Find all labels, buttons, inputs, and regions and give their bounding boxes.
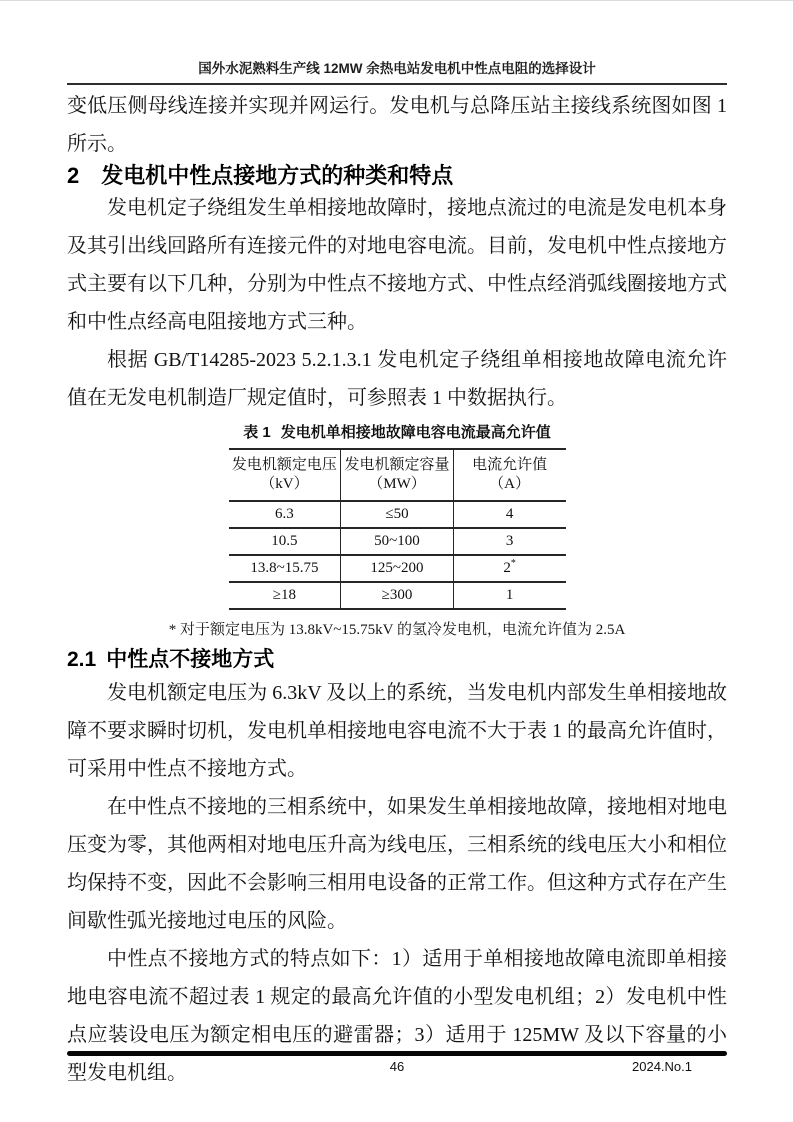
section-number: 2.1 bbox=[67, 648, 97, 671]
section-2-1-heading bbox=[67, 647, 727, 673]
footnote-marker-icon: * bbox=[510, 558, 516, 569]
table-cell: 6.3 bbox=[229, 501, 341, 528]
page-footer bbox=[67, 1051, 727, 1075]
column-header-unit: （A） bbox=[489, 476, 530, 492]
table-cell: 13.8~15.75 bbox=[229, 555, 341, 582]
table-cell-value: 2 bbox=[503, 560, 511, 576]
column-header-unit: （MW） bbox=[368, 476, 426, 492]
table1-column-header-current bbox=[453, 449, 565, 501]
column-header-name: 发电机额定容量 bbox=[344, 457, 450, 473]
table-cell: 3 bbox=[453, 528, 565, 555]
table1-caption bbox=[67, 423, 727, 443]
running-title: 国外水泥熟料生产线 12MW 余热电站发电机中性点电阻的选择设计 bbox=[198, 61, 596, 76]
section-2-heading bbox=[67, 164, 727, 188]
table-row bbox=[229, 528, 566, 555]
paragraph-intro: 变低压侧母线连接并实现并网运行。发电机与总降压站主接线系统图如图 1 所示。 bbox=[67, 95, 727, 155]
column-header-unit: （kV） bbox=[260, 476, 309, 492]
table-row bbox=[229, 582, 566, 609]
header-rule bbox=[67, 83, 727, 85]
table-cell: 125~200 bbox=[341, 555, 453, 582]
issue-label: 2024.No.1 bbox=[632, 1059, 692, 1074]
column-header-name: 发电机额定电压 bbox=[231, 457, 337, 473]
section-title: 中性点不接地方式 bbox=[106, 648, 275, 671]
table1-header-row bbox=[229, 449, 566, 501]
page-content bbox=[67, 1, 727, 1092]
table-cell: 50~100 bbox=[341, 528, 453, 555]
table1 bbox=[229, 448, 566, 610]
footer-row bbox=[67, 1058, 727, 1075]
section-2-paragraph-1: 发电机定子绕组发生单相接地故障时，接地点流过的电流是发电机本身及其引出线回路所有连接元件的对地电容电流。目前，发电机中性点接地方式主要有以下几种，分别为中性点不接地方式、中性点经消弧线圈接地方式和中性点经高电阻接地方式三种。 bbox=[67, 197, 727, 333]
table1-footnote: * 对于额定电压为 13.8kV~15.75kV 的氢冷发电机，电流允许值为 2.5A bbox=[168, 622, 626, 638]
table-cell: ≤50 bbox=[341, 501, 453, 528]
section-2-1-paragraph-1: 发电机额定电压为 6.3kV 及以上的系统，当发电机内部发生单相接地故障不要求瞬时切机，发电机单相接地电容电流不大于表 1 的最高允许值时，可采用中性点不接地方式。 bbox=[67, 682, 727, 780]
section-number: 2 bbox=[67, 163, 80, 188]
table1-caption-label: 表 1 bbox=[243, 424, 271, 441]
table-row bbox=[229, 555, 566, 582]
page-header bbox=[67, 60, 727, 85]
footer-rule bbox=[67, 1051, 727, 1056]
section-2-1-paragraph-3: 中性点不接地方式的特点如下：1）适用于单相接地故障电流即单相接地电容电流不超过表 1 规定的最高允许值的小型发电机组；2）发电机中性点应装设电压为额定相电压的避雷器；3）适用于 125MW 及以下容量的小型发电机组。 bbox=[67, 948, 727, 1084]
table-row bbox=[229, 501, 566, 528]
table-cell: 4 bbox=[453, 501, 565, 528]
table1-column-header-voltage bbox=[229, 449, 341, 501]
table-cell: ≥300 bbox=[341, 582, 453, 609]
column-header-name: 电流允许值 bbox=[472, 457, 548, 473]
table-cell: ≥18 bbox=[229, 582, 341, 609]
table-cell bbox=[453, 555, 565, 582]
section-2-1-paragraph-2: 在中性点不接地的三相系统中，如果发生单相接地故障，接地相对地电压变为零，其他两相对地电压升高为线电压，三相系统的线电压大小和相位均保持不变，因此不会影响三相用电设备的正常工作。但这种方式存在产生间歇性弧光接地过电压的风险。 bbox=[67, 796, 727, 932]
table-cell: 1 bbox=[453, 582, 565, 609]
table-cell: 10.5 bbox=[229, 528, 341, 555]
page-number: 46 bbox=[389, 1059, 405, 1074]
table1-column-header-capacity bbox=[341, 449, 453, 501]
section-title: 发电机中性点接地方式的种类和特点 bbox=[101, 163, 454, 188]
table1-caption-title: 发电机单相接地故障电容电流最高允许值 bbox=[280, 424, 551, 441]
section-2-paragraph-2: 根据 GB/T14285-2023 5.2.1.3.1 发电机定子绕组单相接地故障电流允许值在无发电机制造厂规定值时，可参照表 1 中数据执行。 bbox=[67, 349, 727, 409]
